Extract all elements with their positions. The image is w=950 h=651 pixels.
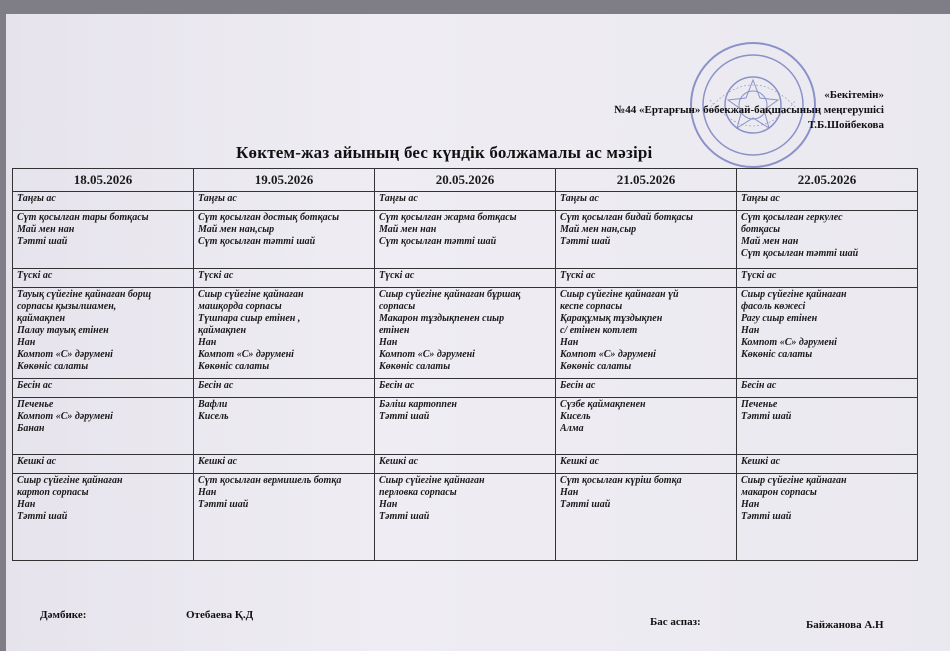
meal-label: Түскі ас: [556, 269, 737, 288]
date-cell: 18.05.2026: [13, 169, 194, 192]
menu-item: Сүт қосылған жарма ботқасы: [379, 212, 517, 223]
snack-cell: [737, 398, 918, 455]
meal-label: Кешкі ас: [375, 455, 556, 474]
date-cell: 22.05.2026: [737, 169, 918, 192]
dates-row: [13, 169, 918, 192]
menu-item: Компот «С» дәрумені: [17, 349, 113, 360]
menu-item: Нан: [17, 337, 36, 348]
menu-item: Сиыр сүйегіне қайнаған: [741, 289, 847, 300]
menu-item: Сүт қосылған тары ботқасы: [17, 212, 149, 223]
lunch-cell: [556, 288, 737, 379]
lunch-cell: [13, 288, 194, 379]
meal-label: Бесін ас: [556, 379, 737, 398]
menu-item: Тәтті шай: [17, 511, 68, 522]
menu-item: қаймақпен: [198, 325, 247, 336]
menu-item: Компот «С» дәрумені: [198, 349, 294, 360]
meal-header-row: [13, 192, 918, 211]
nurse-label: Дәмбике:: [40, 609, 87, 621]
lunch-cell: [375, 288, 556, 379]
menu-item: Сүт қосылған геркулес: [741, 212, 843, 223]
breakfast-cell: [13, 211, 194, 269]
date-cell: 19.05.2026: [194, 169, 375, 192]
menu-item: Нан: [379, 337, 398, 348]
lunch-row: [13, 288, 918, 379]
dinner-cell: [737, 474, 918, 561]
menu-item: Тәтті шай: [198, 499, 249, 510]
menu-item: Макарон тұздықпенен сиыр: [379, 313, 505, 324]
dinner-cell: [556, 474, 737, 561]
dinner-cell: [375, 474, 556, 561]
breakfast-cell: [375, 211, 556, 269]
meal-label: Таңғы ас: [375, 192, 556, 211]
meal-label: Таңғы ас: [13, 192, 194, 211]
menu-item: Тәтті шай: [560, 236, 611, 247]
menu-item: Май мен нан,сыр: [198, 224, 275, 235]
menu-item: Май мен нан: [379, 224, 437, 235]
menu-item: Көкөніс салаты: [379, 361, 451, 372]
menu-table: [12, 168, 918, 561]
breakfast-cell: [194, 211, 375, 269]
meal-label: Таңғы ас: [737, 192, 918, 211]
meal-label: Кешкі ас: [194, 455, 375, 474]
meal-label: Кешкі ас: [737, 455, 918, 474]
menu-item: Кисель: [198, 411, 229, 422]
date-cell: 20.05.2026: [375, 169, 556, 192]
dinner-cell: [194, 474, 375, 561]
menu-item: макарон сорпасы: [741, 487, 817, 498]
menu-item: етінен: [379, 325, 410, 336]
menu-item: Май мен нан: [17, 224, 75, 235]
menu-item: Сүзбе қаймақпенен: [560, 399, 646, 410]
meal-header-row: [13, 269, 918, 288]
menu-item: Көкөніс салаты: [17, 361, 89, 372]
menu-item: ботқасы: [741, 224, 781, 235]
menu-item: Сиыр сүйегіне қайнаған: [198, 289, 304, 300]
menu-item: Сүт қосылған тәтті шай: [379, 236, 497, 247]
menu-item: Рагу сиыр етінен: [741, 313, 818, 324]
meal-header-row: [13, 379, 918, 398]
snack-cell: [194, 398, 375, 455]
breakfast-cell: [556, 211, 737, 269]
menu-item: Сиыр сүйегіне қайнаған бұршақ: [379, 289, 521, 300]
menu-item: Бәліш картоппен: [379, 399, 457, 410]
meal-label: Түскі ас: [375, 269, 556, 288]
menu-item: Компот «С» дәрумені: [560, 349, 656, 360]
breakfast-cell: [737, 211, 918, 269]
menu-item: Тәтті шай: [379, 411, 430, 422]
approval-line-2: №44 «Ертарғын» бөбекжай-бақшасының меңгерушісі: [614, 104, 884, 116]
menu-item: Палау тауық етінен: [17, 325, 109, 336]
meal-label: Түскі ас: [13, 269, 194, 288]
menu-item: Сүт қосылған вермишель ботқа: [198, 475, 342, 486]
menu-item: Нан: [198, 487, 217, 498]
approval-line-3: Т.Б.Шойбекова: [807, 119, 884, 131]
menu-item: Тауық сүйегіне қайнаған борщ: [17, 289, 152, 300]
menu-item: Сүт қосылған достық ботқасы: [198, 212, 340, 223]
meal-label: Бесін ас: [13, 379, 194, 398]
menu-item: Тәтті шай: [741, 511, 792, 522]
menu-item: Сүт қосылған тәтті шай: [741, 248, 859, 259]
snack-row: [13, 398, 918, 455]
date-cell: 21.05.2026: [556, 169, 737, 192]
cook-name: Байжанова А.Н: [806, 619, 884, 631]
menu-item: сорпасы: [379, 301, 416, 312]
meal-label: Бесін ас: [737, 379, 918, 398]
menu-item: кеспе сорпасы: [560, 301, 623, 312]
menu-item: Тәтті шай: [741, 411, 792, 422]
menu-item: Нан: [17, 499, 36, 510]
menu-item: Көкөніс салаты: [198, 361, 270, 372]
meal-label: Түскі ас: [737, 269, 918, 288]
menu-item: Банан: [17, 423, 45, 434]
breakfast-row: [13, 211, 918, 269]
menu-item: Сиыр сүйегіне қайнаған: [17, 475, 123, 486]
cook-label: Бас аспаз:: [650, 616, 701, 628]
menu-item: Май мен нан: [741, 236, 799, 247]
menu-item: Печенье: [17, 399, 54, 410]
menu-item: Сүт қосылған бидай ботқасы: [560, 212, 693, 223]
menu-item: Печенье: [741, 399, 778, 410]
menu-item: Май мен нан,сыр: [560, 224, 637, 235]
menu-item: Сиыр сүйегіне қайнаған үй: [560, 289, 679, 300]
menu-item: Нан: [741, 325, 760, 336]
menu-item: Сүт қосылған тәтті шай: [198, 236, 316, 247]
menu-item: Сүт қосылған күріш ботқа: [560, 475, 682, 486]
menu-item: Түшпара сиыр етінен ,: [198, 313, 301, 324]
meal-label: Таңғы ас: [194, 192, 375, 211]
menu-item: Компот «С» дәрумені: [741, 337, 837, 348]
approval-line-1: «Бекітемін»: [824, 89, 884, 101]
menu-item: Көкөніс салаты: [741, 349, 813, 360]
snack-cell: [556, 398, 737, 455]
menu-item: Нан: [198, 337, 217, 348]
meal-header-row: [13, 455, 918, 474]
lunch-cell: [194, 288, 375, 379]
menu-item: Компот «С» дәрумені: [379, 349, 475, 360]
meal-label: Түскі ас: [194, 269, 375, 288]
menu-item: Нан: [379, 499, 398, 510]
menu-item: машқорда сорпасы: [198, 301, 282, 312]
approval-block: [614, 88, 884, 133]
menu-item: перловка сорпасы: [379, 487, 457, 498]
menu-item: Қарақұмық тұздықпен: [560, 313, 663, 324]
menu-item: Нан: [560, 487, 579, 498]
menu-item: Алма: [560, 423, 584, 434]
snack-cell: [375, 398, 556, 455]
menu-item: Компот «С» дәрумені: [17, 411, 113, 422]
dinner-cell: [13, 474, 194, 561]
menu-item: фасоль көжесі: [741, 301, 806, 312]
meal-label: Бесін ас: [375, 379, 556, 398]
menu-item: сорпасы қызылшамен,: [17, 301, 117, 312]
menu-item: Тәтті шай: [379, 511, 430, 522]
menu-item: Кисель: [560, 411, 591, 422]
nurse-name: Отебаева Қ.Д: [186, 609, 254, 621]
meal-label: Кешкі ас: [13, 455, 194, 474]
menu-item: Сиыр сүйегіне қайнаған: [379, 475, 485, 486]
menu-item: картоп сорпасы: [17, 487, 89, 498]
menu-item: Көкөніс салаты: [560, 361, 632, 372]
lunch-cell: [737, 288, 918, 379]
menu-item: қаймақпен: [17, 313, 66, 324]
meal-label: Таңғы ас: [556, 192, 737, 211]
dinner-row: [13, 474, 918, 561]
menu-item: Нан: [560, 337, 579, 348]
snack-cell: [13, 398, 194, 455]
meal-label: Бесін ас: [194, 379, 375, 398]
meal-label: Кешкі ас: [556, 455, 737, 474]
menu-item: с/ етінен котлет: [560, 325, 638, 336]
menu-item: Тәтті шай: [560, 499, 611, 510]
menu-item: Тәтті шай: [17, 236, 68, 247]
page-title: Көктем-жаз айының бес күндік болжамалы ас мәзірі: [236, 143, 653, 162]
menu-item: Сиыр сүйегіне қайнаған: [741, 475, 847, 486]
menu-item: Вафли: [198, 399, 228, 410]
menu-item: Нан: [741, 499, 760, 510]
